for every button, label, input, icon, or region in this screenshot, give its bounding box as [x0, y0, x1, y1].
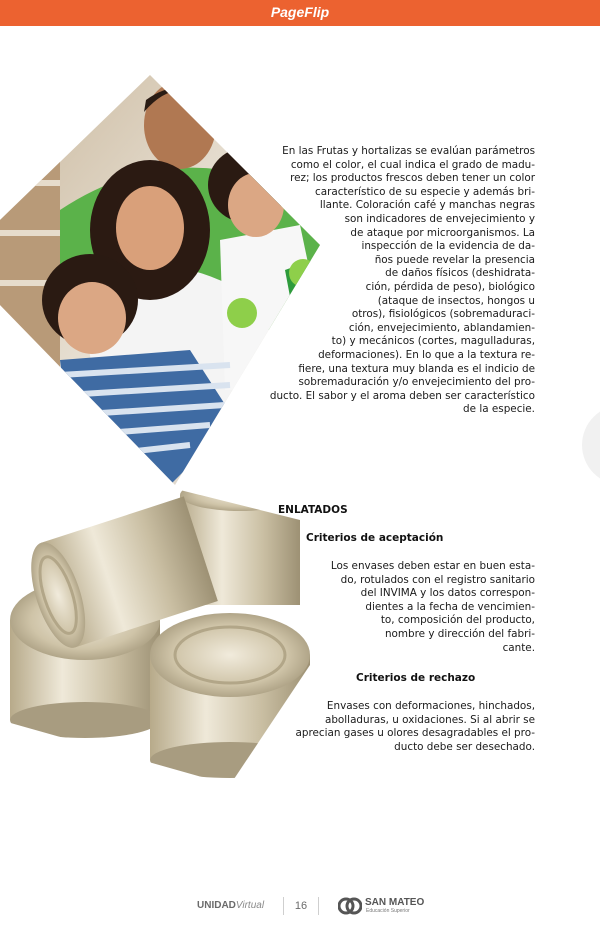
frutas-line: como el color, el cual indica el grado de madu- [290, 158, 535, 171]
rechazo-heading: Criterios de rechazo [356, 672, 476, 684]
frutas-line: ños puede revelar la presencia [374, 253, 535, 266]
frutas-line: de daños físicos (deshidrata- [385, 267, 535, 280]
san-mateo-brand: SAN MATEO [365, 897, 425, 908]
frutas-line: de ataque por microorganismos. La [350, 226, 535, 239]
frutas-line: característico de su especie y además bri- [314, 185, 535, 198]
enlatados-title: ENLATADOS [278, 504, 348, 516]
rechazo-line: ducto debe ser desechado. [394, 740, 535, 753]
frutas-line: llante. Coloración café y manchas negras [319, 199, 535, 212]
frutas-line: son indicadores de envejecimiento y [344, 212, 535, 225]
frutas-line: fiere, una textura muy blanda es el indicio de [298, 362, 535, 375]
rechazo-line: Envases con deformaciones, hinchados, [326, 700, 535, 712]
aceptacion-heading: Criterios de aceptación [306, 532, 444, 544]
cans-photo [0, 470, 330, 790]
aceptacion-line: del INVIMA y los datos correspon- [360, 587, 535, 600]
aceptacion-line: Los envases deben estar en buen esta- [330, 560, 535, 572]
frutas-line: ducto. El sabor y el aroma deben ser característico [269, 389, 535, 402]
pageflip-title: PageFlip [270, 4, 330, 20]
frutas-line: de la especie. [463, 403, 535, 416]
aceptacion-line: nombre y dirección del fabri- [384, 627, 535, 640]
frutas-line: otros), fisiológicos (sobremaduraci- [351, 308, 535, 321]
unidad-bold: UNIDAD [197, 900, 236, 911]
frutas-line: ción, pérdida de peso), biológico [365, 280, 535, 293]
unidad-italic: Virtual [235, 900, 265, 911]
frutas-line: (ataque de insectos, hongos u [377, 294, 535, 307]
footer-separator [318, 897, 319, 915]
aceptacion-paragraph [331, 560, 535, 655]
san-mateo-logo-icon [338, 895, 362, 917]
top-bar [0, 0, 600, 26]
san-mateo-subtitle: Educación Superior [366, 908, 410, 914]
frutas-line: rez; los productos frescos deben tener un color [290, 172, 535, 185]
frutas-line: sobremaduración y/o envejecimiento del pro- [298, 376, 535, 389]
frutas-line: deformaciones). En lo que a la textura re- [318, 348, 535, 361]
rechazo-line: abolladuras, u oxidaciones. Si al abrir se [324, 713, 535, 726]
rechazo-paragraph [296, 700, 535, 754]
frutas-paragraph [270, 145, 535, 417]
page-footer [0, 897, 600, 917]
page-number: 16 [294, 900, 308, 912]
aceptacion-line: do, rotulados con el registro sanitario [340, 573, 535, 586]
aceptacion-line: cante. [502, 641, 535, 654]
aceptacion-line: to, composición del producto, [380, 614, 535, 627]
frutas-line: ción, envejecimiento, ablandamien- [348, 321, 535, 334]
edge-decoration [582, 405, 600, 485]
frutas-line: En las Frutas y hortalizas se evalúan parámetros [282, 145, 535, 157]
aceptacion-line: dientes a la fecha de vencimien- [365, 600, 535, 613]
unidad-virtual-logo [197, 900, 264, 911]
footer-separator [283, 897, 284, 915]
rechazo-line: aprecian gases u olores desagradables el pro- [295, 727, 535, 740]
frutas-line: inspección de la evidencia de da- [361, 240, 535, 253]
frutas-line: to) y mecánicos (cortes, magulladuras, [331, 335, 535, 348]
